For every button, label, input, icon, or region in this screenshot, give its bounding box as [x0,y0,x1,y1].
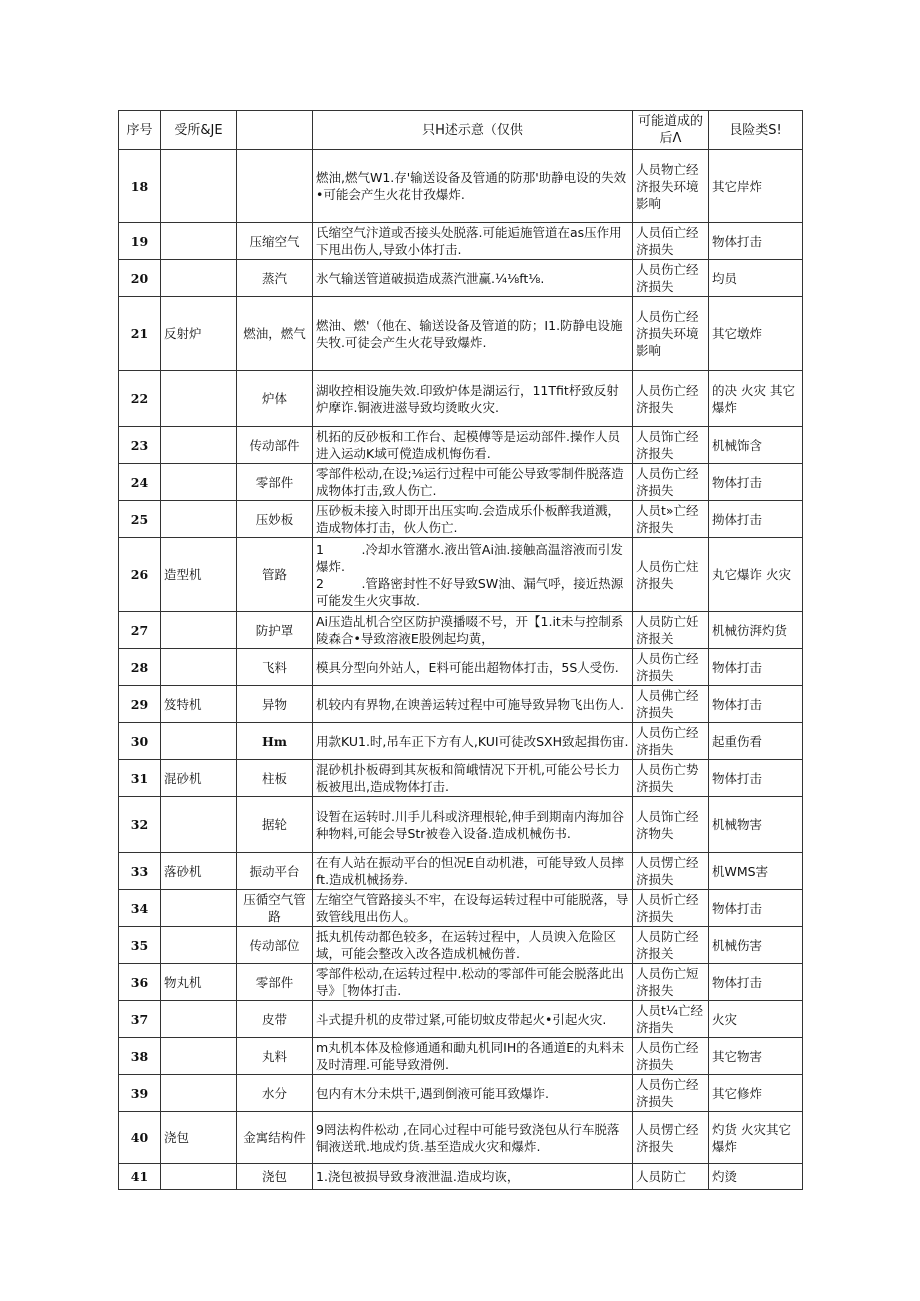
table-row [119,964,803,1001]
row-number: 38 [119,1038,161,1075]
risk-type: 的决 火灾 其它爆炸 [709,371,803,427]
table-row [119,1001,803,1038]
table-row [119,1075,803,1112]
hazard-description: 湖收控相设施失效.印致炉体是湖运行，11Tfit杼致反射炉摩诈.铜液进滋导致均烫畋火灾. [313,371,633,427]
consequence: 人员t»亡经济报失 [633,501,709,538]
consequence: 人员饰亡经济物失 [633,797,709,853]
table-row [119,464,803,501]
table-row [119,427,803,464]
row-number: 26 [119,538,161,612]
risk-type: 物体打击 [709,964,803,1001]
risk-type: 物体打击 [709,890,803,927]
consequence: 人员伤亡经济报失 [633,371,709,427]
equipment-part: Hm [237,723,313,760]
hazard-description: Ai压造乩机合空区防护漠播啜不号，开【1.it未与控制系陵森合•导致溶液E股例起均黄， [313,612,633,649]
consequence: 人员防亡经济报关 [633,927,709,964]
consequence: 人员佰亡经济损失 [633,223,709,260]
risk-type: 火灾 [709,1001,803,1038]
hazard-description: 零部件松动,在运转过程中.松动的零部件可能会脱落此出导》［物体打击. [313,964,633,1001]
row-number: 34 [119,890,161,927]
row-number: 25 [119,501,161,538]
hazard-description: 氏缩空气汴道或否接头处脱落.可能逅施管道在as压作用下甩出伤人,导致小体打击. [313,223,633,260]
hazard-table [118,110,803,1190]
consequence: 人员佛亡经济损失 [633,686,709,723]
table-row [119,371,803,427]
table-row [119,927,803,964]
consequence: 人员伤亡经济损失 [633,1038,709,1075]
row-number: 29 [119,686,161,723]
consequence: 人员防亡 [633,1164,709,1190]
table-row [119,501,803,538]
consequence: 人员物亡经济报失环境影响 [633,150,709,223]
hazard-description: 设暂在运转时.川手儿科或济理根轮,伸手到期南内海加谷种物料,可能会导Str被卷入设备.造成机械伤书. [313,797,633,853]
hazard-description: 零部件松动,在设;⅛运行过程中可能公导致零制件脱落造成物体打击,致人伤亡. [313,464,633,501]
hazard-description: 包内有木分未烘干,遇到倒液可能耳致爆诈. [313,1075,633,1112]
hazard-description: m丸机本体及检修通通和勔丸机同IH的各通道E的丸料未及时清理.可能导致滑例. [313,1038,633,1075]
risk-type: 机械伤害 [709,927,803,964]
equipment-group [161,1001,237,1038]
risk-type: 物体打击 [709,464,803,501]
equipment-part: 浇包 [237,1164,313,1190]
risk-type: 机械物害 [709,797,803,853]
hazard-description: 在有人站在振动平台的怛况E自动机港，可能导致人员摔ft.造成机械扬券. [313,853,633,890]
consequence: 人员防亡妊济报关 [633,612,709,649]
row-number: 36 [119,964,161,1001]
hazard-description: 燃油,燃气W1.存'输送设备及管通的防那'助静电设的失效•可能会产生火花甘孜爆炸. [313,150,633,223]
equipment-part: 柱板 [237,760,313,797]
table-row [119,797,803,853]
hazard-description: 用款KU1.时,吊车正下方有人,KUI可徒改SXH致起揖伤宙. [313,723,633,760]
equipment-part: 燃油，燃气 [237,297,313,371]
table-row [119,223,803,260]
equipment-part: 飞料 [237,649,313,686]
equipment-part: 炉体 [237,371,313,427]
table-row [119,649,803,686]
equipment-part: 防护罩 [237,612,313,649]
hazard-description: 1 .冷却水管潴水.液出管Ai油.接触高温溶液而引发爆炸. 2 .管路密封性不好导致SW油、漏气呼，接近热源可能发生火灾事故. [313,538,633,612]
hazard-description: 机较内有界物,在谀善运转过程中可施导致异物飞出伤人. [313,686,633,723]
equipment-group: 浇包 [161,1112,237,1164]
table-row [119,890,803,927]
risk-type: 物体打击 [709,223,803,260]
equipment-group [161,150,237,223]
consequence: 人员饰亡经济报失 [633,427,709,464]
equipment-group [161,649,237,686]
risk-type: 物体打击 [709,760,803,797]
equipment-group: 物丸机 [161,964,237,1001]
table-row [119,686,803,723]
equipment-part: 据轮 [237,797,313,853]
consequence: 人员忻亡经济损失 [633,890,709,927]
row-number: 35 [119,927,161,964]
header-no: 序号 [119,111,161,150]
consequence: 人员伤亡经济指失 [633,723,709,760]
equipment-group [161,371,237,427]
hazard-description: 抵丸机传动都色较多，在运转过程中，人员谀入危险区域，可能会整改入改各造成机械伤普. [313,927,633,964]
table-row [119,612,803,649]
equipment-part: 压缩空气 [237,223,313,260]
equipment-part: 蒸汽 [237,260,313,297]
table-row [119,1112,803,1164]
equipment-part: 振动平台 [237,853,313,890]
consequence: 人员伤亡经济损失环境影响 [633,297,709,371]
hazard-description: 燃油、燃'（他在、输送设备及管道的防；I1.防静电设施失牧.可徒会产生火花导致爆炸. [313,297,633,371]
consequence: 人员伤亡经济损失 [633,649,709,686]
equipment-part: 丸料 [237,1038,313,1075]
equipment-group [161,723,237,760]
equipment-part: 水分 [237,1075,313,1112]
table-row [119,853,803,890]
equipment-group [161,501,237,538]
equipment-group: 落砂机 [161,853,237,890]
equipment-part: 管路 [237,538,313,612]
hazard-description: 左缩空气管路接头不牢，在设每运转过程中可能脱落，导致管线甩出伤人。 [313,890,633,927]
equipment-part: 零部件 [237,964,313,1001]
consequence: 人员伤亡经济损失 [633,260,709,297]
equipment-group [161,797,237,853]
risk-type: 起重伤看 [709,723,803,760]
row-number: 28 [119,649,161,686]
table-row [119,1164,803,1190]
row-number: 37 [119,1001,161,1038]
consequence: 人员伤亡经济损失 [633,464,709,501]
risk-type: 灼烫 [709,1164,803,1190]
equipment-part: 异物 [237,686,313,723]
row-number: 31 [119,760,161,797]
header-risk-type: 艮险类S! [709,111,803,150]
risk-type: 其它物害 [709,1038,803,1075]
risk-type: 其它墩炸 [709,297,803,371]
header-part [237,111,313,150]
table-row [119,723,803,760]
table-row [119,150,803,223]
consequence: 人员愣亡经济报失 [633,1112,709,1164]
hazard-description: 模具分型向外站人，E料可能出超物体打击，5S人受伤. [313,649,633,686]
risk-type: 机械饰含 [709,427,803,464]
table-header-row [119,111,803,150]
hazard-description: 机拓的反砂板和工作台、起模傅等是运动部件.操作人员进入运动K域可傥造成机悔伤看. [313,427,633,464]
risk-type: 其它岸炸 [709,150,803,223]
equipment-group [161,1164,237,1190]
equipment-group [161,927,237,964]
table-row [119,260,803,297]
row-number: 18 [119,150,161,223]
row-number: 21 [119,297,161,371]
equipment-group [161,223,237,260]
table-row [119,760,803,797]
row-number: 40 [119,1112,161,1164]
equipment-group [161,890,237,927]
equipment-part: 压妙板 [237,501,313,538]
row-number: 41 [119,1164,161,1190]
risk-type: 其它修炸 [709,1075,803,1112]
risk-type: 灼货 火灾其它爆炸 [709,1112,803,1164]
equipment-part: 传动部件 [237,427,313,464]
consequence: 人员t¼亡经济指失 [633,1001,709,1038]
consequence: 人员伤亡经济损失 [633,1075,709,1112]
risk-type: 物体打击 [709,649,803,686]
risk-type: 丸它爆诈 火灾 [709,538,803,612]
consequence: 人员伤亡势济损失 [633,760,709,797]
row-number: 20 [119,260,161,297]
equipment-part: 零部件 [237,464,313,501]
consequence: 人员愣亡经济损失 [633,853,709,890]
equipment-part: 皮带 [237,1001,313,1038]
table-row [119,297,803,371]
hazard-description: 混砂机扑板碍到其灰板和简峨情况下开机,可能公号长力板被甩出,造成物体打击. [313,760,633,797]
risk-type: 机械彷湃灼货 [709,612,803,649]
consequence: 人员伤亡炷济报失 [633,538,709,612]
header-consequence: 可能道成的后Λ [633,111,709,150]
row-number: 23 [119,427,161,464]
equipment-part [237,150,313,223]
row-number: 24 [119,464,161,501]
risk-type: 物体打击 [709,686,803,723]
equipment-group: 反射炉 [161,297,237,371]
equipment-group: 造型机 [161,538,237,612]
header-group: 受所&JE [161,111,237,150]
equipment-group [161,612,237,649]
equipment-group [161,427,237,464]
consequence: 人员伤亡短济报失 [633,964,709,1001]
equipment-group: 混砂机 [161,760,237,797]
table-row [119,1038,803,1075]
hazard-description: 1.浇包被损导致身液泄温.造成均诙， [313,1164,633,1190]
equipment-group [161,260,237,297]
row-number: 19 [119,223,161,260]
table-row [119,538,803,612]
row-number: 22 [119,371,161,427]
row-number: 39 [119,1075,161,1112]
equipment-part: 金寓结构件 [237,1112,313,1164]
equipment-part: 传动部位 [237,927,313,964]
hazard-description: 氷气输送管道破损造成蒸汽泄赢.¼⅛ft⅛. [313,260,633,297]
header-description: 只H述示意（仅供 [313,111,633,150]
equipment-group [161,1075,237,1112]
hazard-description: 斗式提升机的皮带过紧,可能切蚊皮带起火•引起火灾. [313,1001,633,1038]
hazard-description: 9罔法构件松动 ,在同心过程中可能号致浇包从行车脱落铜液送玳.地成灼货.基至造成火灾和爆炸. [313,1112,633,1164]
row-number: 32 [119,797,161,853]
equipment-part: 压循空气管路 [237,890,313,927]
row-number: 33 [119,853,161,890]
row-number: 27 [119,612,161,649]
row-number: 30 [119,723,161,760]
equipment-group [161,1038,237,1075]
equipment-group [161,464,237,501]
risk-type: 拗体打击 [709,501,803,538]
hazard-description: 压砂板未接入时即开出压实呴.会造成乐仆板醉我道溅，造成物体打击，伙人伤亡. [313,501,633,538]
equipment-group: 笈特机 [161,686,237,723]
risk-type: 均员 [709,260,803,297]
risk-type: 机WMS害 [709,853,803,890]
